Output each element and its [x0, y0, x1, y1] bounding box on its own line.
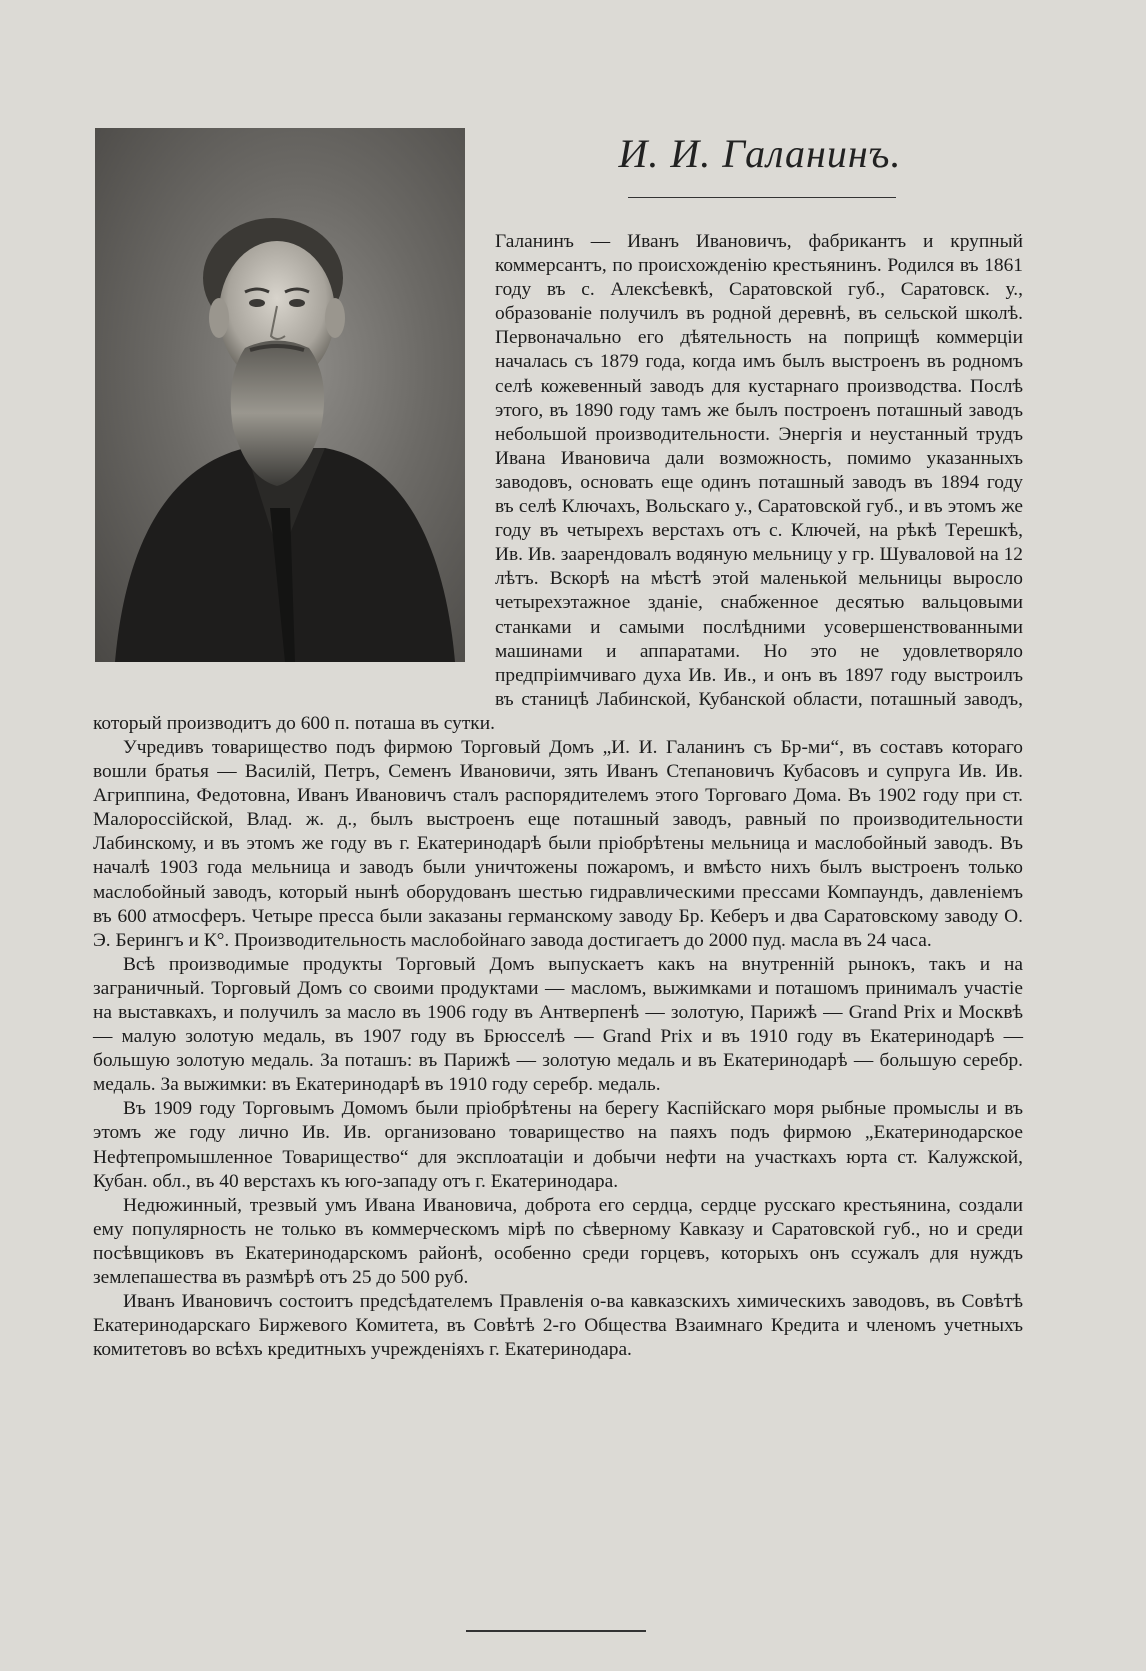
- article-body: [93, 230, 1023, 1362]
- portrait-float-spacer: [93, 230, 495, 688]
- paragraph: Въ 1909 году Торговымъ Домомъ были пріобрѣтены на берегу Каспійскаго моря рыбные промыслы и въ этомъ же году лично Ив. Ив. организовано товарищество на паяхъ подъ фирмою „Екатеринодарское Нефтепромышленное Товарищество“ для эксплоатаціи и добычи нефти на участкахъ юрта ст. Калужской, Кубан. обл., въ 40 верстахъ къ юго-западу отъ г. Екатеринодара.: [93, 1098, 1023, 1192]
- article-title: И. И. Галанинъ.: [618, 131, 902, 176]
- paragraph: Учредивъ товарищество подъ фирмою Торговый Домъ „И. И. Галанинъ съ Бр-ми“, въ составъ котораго вошли братья — Василій, Петръ, Семенъ Ивановичи, зять Иванъ Степановичъ Кубасовъ и супруга Ив. Ив. Агриппина, Федотовна, Иванъ Ивановичъ сталъ распорядителемъ этого Торговаго Дома. Въ 1902 году при ст. Малороссійской, Влад. ж. д., былъ выстроенъ еще поташный заводъ, равный по производительности Лабинскому, и въ этомъ же году въ г. Екатеринодарѣ были пріобрѣтены мельница и маслобойный заводъ. Въ началѣ 1903 года мельница и заводъ были уничтожены пожаромъ, и вмѣсто нихъ былъ выстроенъ только маслобойный заводъ, который нынѣ оборудованъ шестью гидравлическими прессами Компаундъ, давленіемъ въ 600 атмосферъ. Четыре пресса были заказаны германскому заводу Бр. Кеберъ и два Саратовскому заводу О. Э. Берингъ и К°. Производительность маслобойнаго завода достигаетъ до 2000 пуд. масла въ 24 часа.: [93, 736, 1023, 951]
- paragraph: Галанинъ — Иванъ Ивановичъ, фабрикантъ и крупный коммерсантъ, по происхожденію крестьянинъ. Родился въ 1861 году въ с. Алексѣевкѣ, Саратовской губ., Саратовск. у., образованіе получилъ въ родной деревнѣ, въ сельской школѣ. Первоначально его дѣятельность на поприщѣ коммерціи началась съ 1879 года, когда имъ былъ выстроенъ въ родномъ селѣ кожевенный заводъ для кустарнаго производства. Послѣ этого, въ 1890 году тамъ же былъ построенъ поташный заводъ небольшой производительности. Энергія и неустанный трудъ Ивана Ивановича дали возможность, помимо указанныхъ заводовъ, основать еще одинъ поташный заводъ въ 1894 году въ селѣ Ключахъ, Вольскаго у., Саратовской губ., и въ этомъ же году въ четырехъ верстахъ отъ с. Ключей, на рѣкѣ Терешкѣ, Ив. Ив. заарендовалъ водяную мельницу у гр. Шуваловой на 12 лѣтъ. Вскорѣ на мѣстѣ этой маленькой мельницы выросло четырехэтажное зданіе, снабженное десятью вальцовыми станками и самыми послѣдними усовершенствованными машинами и аппаратами. Но это не удовлетворяло предпріимчиваго духа Ив. Ив., и онъ въ 1897 году выстроилъ въ станицѣ Лабинской, Кубанской области, поташный заводъ, который производитъ до 600 п. поташа въ сутки.: [93, 231, 1023, 734]
- paragraph: Недюжинный, трезвый умъ Ивана Ивановича, доброта его сердца, сердце русскаго крестьянина, создали ему популярность не только въ коммерческомъ мірѣ по сѣверному Кавказу и Саратовской губ., но и среди посѣвщиковъ въ Екатеринодарскомъ районѣ, особенно среди горцевъ, которыхъ онъ ссужалъ для нуждъ землепашества въ размѣрѣ отъ 25 до 500 руб.: [93, 1194, 1023, 1289]
- paragraph: Всѣ производимые продукты Торговый Домъ выпускаетъ какъ на внутренній рынокъ, такъ и на заграничный. Торговый Домъ со своими продуктами — масломъ, выжимками и поташомъ принималъ участіе на выставкахъ, и получилъ за масло въ 1906 году въ Антверпенѣ — золотую, Парижѣ — Grand Prix и Москвѣ — малую золотую медаль, въ 1907 году въ Брюсселѣ — Grand Prix и въ 1910 году въ Екатеринодарѣ — большую золотую медаль. За поташъ: въ Парижѣ — золотую медаль и въ Екатеринодарѣ — большую серебр. медаль. За выжимки: въ Екатеринодарѣ въ 1910 году серебр. медаль.: [93, 953, 1023, 1096]
- title-divider: [628, 197, 896, 198]
- end-divider: [466, 1630, 646, 1632]
- paragraph: Иванъ Ивановичъ состоитъ предсѣдателемъ Правленія о-ва кавказскихъ химическихъ заводовъ, въ Совѣтѣ Екатеринодарскаго Биржевого Комитета, въ Совѣтѣ 2-го Общества Взаимнаго Кредита и членомъ учетныхъ комитетовъ во всѣхъ кредитныхъ учрежденіяхъ г. Екатеринодара.: [93, 1291, 1023, 1361]
